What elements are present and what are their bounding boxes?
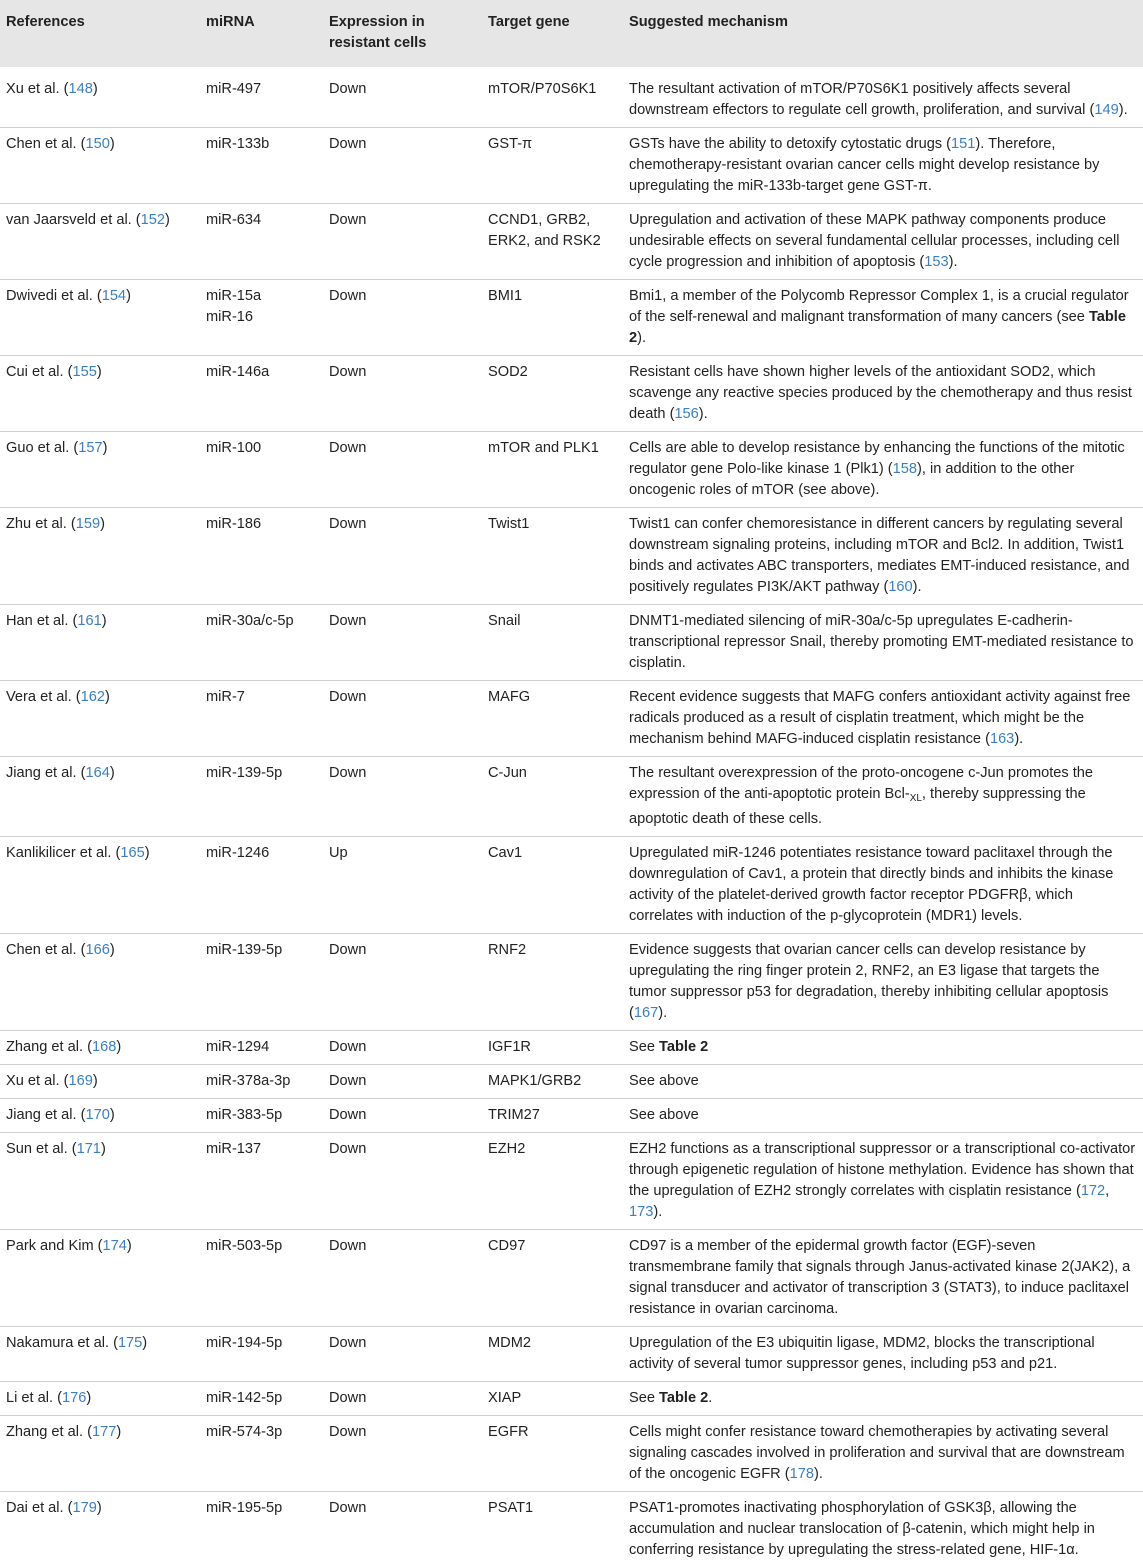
expression-cell: Down	[327, 1416, 486, 1492]
reference-close: )	[110, 765, 115, 781]
reference-link[interactable]: 162	[81, 689, 105, 705]
table-row	[0, 934, 1143, 1031]
mirna-cell	[204, 1133, 327, 1230]
reference-link[interactable]: 178	[790, 1466, 814, 1482]
reference-link[interactable]: 177	[92, 1424, 116, 1440]
mirna-cell	[204, 1492, 327, 1567]
reference-cell	[0, 934, 204, 1031]
mirna-name: miR-137	[206, 1141, 261, 1157]
mirna-cell	[204, 508, 327, 605]
reference-link[interactable]: 160	[888, 579, 912, 595]
reference-link[interactable]: 161	[77, 613, 101, 629]
mechanism-cell: See Table 2.	[627, 1382, 1143, 1416]
table-row	[0, 1416, 1143, 1492]
reference-close: )	[100, 516, 105, 532]
reference-link[interactable]: 171	[77, 1141, 101, 1157]
mirna-name: miR-139-5p	[206, 765, 282, 781]
expression-cell: Down	[327, 432, 486, 508]
target-gene-cell: Snail	[486, 605, 627, 681]
mirna-cell	[204, 934, 327, 1031]
expression-cell: Down	[327, 1133, 486, 1230]
reference-cell	[0, 128, 204, 204]
reference-author: Nakamura et al. (	[6, 1335, 118, 1351]
mirna-cell	[204, 1382, 327, 1416]
reference-author: Li et al. (	[6, 1390, 62, 1406]
reference-author: Guo et al. (	[6, 440, 78, 456]
expression-cell: Down	[327, 1031, 486, 1065]
expression-cell: Down	[327, 356, 486, 432]
table-row	[0, 356, 1143, 432]
reference-author: Jiang et al. (	[6, 765, 86, 781]
reference-close: )	[97, 364, 102, 380]
reference-cell	[0, 1230, 204, 1327]
mirna-cell	[204, 128, 327, 204]
mechanism-cell: PSAT1-promotes inactivating phosphorylation of GSK3β, allowing the accumulation and nuclear translocation of β-catenin, which might help in conferring resistance by upregulating the stress-related gene, HIF-1α.	[627, 1492, 1143, 1567]
reference-author: Vera et al. (	[6, 689, 81, 705]
mirna-name: miR-497	[206, 81, 261, 97]
mirna-cell	[204, 1416, 327, 1492]
reference-close: )	[165, 212, 170, 228]
expression-cell: Down	[327, 1065, 486, 1099]
target-gene-cell: Twist1	[486, 508, 627, 605]
expression-cell: Down	[327, 1492, 486, 1567]
expression-cell: Down	[327, 1230, 486, 1327]
expression-cell: Down	[327, 1382, 486, 1416]
table-row	[0, 1382, 1143, 1416]
reference-link[interactable]: 150	[86, 136, 110, 152]
mirna-cell	[204, 280, 327, 356]
reference-author: Cui et al. (	[6, 364, 73, 380]
table-row	[0, 605, 1143, 681]
mirna-name: miR-146a	[206, 364, 269, 380]
reference-link[interactable]: 154	[102, 288, 126, 304]
mirna-name: miR-133b	[206, 136, 269, 152]
mirna-cell	[204, 837, 327, 934]
reference-cell	[0, 757, 204, 837]
table-row	[0, 128, 1143, 204]
expression-cell: Up	[327, 837, 486, 934]
reference-author: Kanlikilicer et al. (	[6, 845, 120, 861]
table-row	[0, 508, 1143, 605]
header-mirna: miRNA	[204, 0, 327, 67]
target-gene-cell: PSAT1	[486, 1492, 627, 1567]
target-gene-cell: EZH2	[486, 1133, 627, 1230]
mirna-name: miR-195-5p	[206, 1500, 282, 1516]
reference-cell	[0, 605, 204, 681]
reference-author: Zhu et al. (	[6, 516, 76, 532]
mirna-name: miR-574-3p	[206, 1424, 282, 1440]
reference-link[interactable]: 152	[141, 212, 165, 228]
target-gene-cell: GST-π	[486, 128, 627, 204]
reference-author: Xu et al. (	[6, 81, 68, 97]
header-mechanism: Suggested mechanism	[627, 0, 1143, 67]
reference-link[interactable]: 175	[118, 1335, 142, 1351]
reference-close: )	[110, 1107, 115, 1123]
reference-link[interactable]: 163	[990, 731, 1014, 747]
target-gene-cell: MAPK1/GRB2	[486, 1065, 627, 1099]
reference-close: )	[126, 288, 131, 304]
reference-link[interactable]: 153	[924, 254, 948, 270]
reference-author: Zhang et al. (	[6, 1039, 92, 1055]
reference-author: Chen et al. (	[6, 136, 86, 152]
mirna-name: miR-139-5p	[206, 942, 282, 958]
mechanism-cell: Upregulation of the E3 ubiquitin ligase, MDM2, blocks the transcriptional activity of several tumor suppressor genes, including p53 and p21.	[627, 1327, 1143, 1382]
table-row	[0, 204, 1143, 280]
header-expression: Expression in resistant cells	[327, 0, 486, 67]
mirna-cell	[204, 204, 327, 280]
mirna-name: miR-1246	[206, 845, 269, 861]
mechanism-cell: Upregulated miR-1246 potentiates resistance toward paclitaxel through the downregulation of Cav1, a protein that directly binds and inhibits the kinase activity of the platelet-derived growth factor receptor PDGFRβ, which correlates with induction of the p-glycoprotein (MDR1) levels.	[627, 837, 1143, 934]
table-row	[0, 681, 1143, 757]
mechanism-cell: EZH2 functions as a transcriptional suppressor or a transcriptional co-activator through epigenetic regulation of histone methylation. Evidence has shown that the upregulation of EZH2 strongly correlates with cisplatin resistance (172, 173).	[627, 1133, 1143, 1230]
target-gene-cell: mTOR/P70S6K1	[486, 67, 627, 128]
table-row	[0, 757, 1143, 837]
reference-author: Sun et al. (	[6, 1141, 77, 1157]
table-row	[0, 1031, 1143, 1065]
target-gene-cell: XIAP	[486, 1382, 627, 1416]
mechanism-cell: Cells might confer resistance toward chemotherapies by activating several signaling cascades involved in proliferation and survival that are downstream of the oncogenic EGFR (178).	[627, 1416, 1143, 1492]
reference-cell	[0, 1382, 204, 1416]
reference-link[interactable]: 158	[893, 461, 917, 477]
reference-author: Park and Kim (	[6, 1238, 103, 1254]
reference-cell	[0, 280, 204, 356]
expression-cell: Down	[327, 508, 486, 605]
table-row	[0, 1133, 1143, 1230]
expression-cell: Down	[327, 605, 486, 681]
reference-close: )	[86, 1390, 91, 1406]
reference-link[interactable]: 176	[62, 1390, 86, 1406]
mirna-name: miR-378a-3p	[206, 1073, 290, 1089]
table-reference[interactable]: Table 2	[629, 309, 1126, 346]
mechanism-cell: Evidence suggests that ovarian cancer cells can develop resistance by upregulating the ring finger protein 2, RNF2, an E3 ligase that targets the tumor suppressor p53 for degradation, thereby inhibiting cellular apoptosis (167).	[627, 934, 1143, 1031]
mirna-cell	[204, 67, 327, 128]
reference-cell	[0, 1133, 204, 1230]
reference-author: Jiang et al. (	[6, 1107, 86, 1123]
expression-cell: Down	[327, 1099, 486, 1133]
target-gene-cell: IGF1R	[486, 1031, 627, 1065]
reference-link[interactable]: 148	[68, 81, 92, 97]
reference-close: )	[103, 440, 108, 456]
reference-link[interactable]: 170	[86, 1107, 110, 1123]
mechanism-cell: Upregulation and activation of these MAPK pathway components produce undesirable effects on several fundamental cellular processes, including cell cycle progression and inhibition of apoptosis (153).	[627, 204, 1143, 280]
mechanism-cell: Resistant cells have shown higher levels of the antioxidant SOD2, which scavenge any reactive species produced by the chemotherapy and thus resist death (156).	[627, 356, 1143, 432]
reference-cell	[0, 1416, 204, 1492]
mirna-cell	[204, 1065, 327, 1099]
reference-link[interactable]: 169	[68, 1073, 92, 1089]
mirna-name: miR-7	[206, 689, 245, 705]
expression-cell: Down	[327, 681, 486, 757]
reference-close: )	[110, 136, 115, 152]
table-row	[0, 67, 1143, 128]
reference-link[interactable]: 157	[78, 440, 102, 456]
mirna-name: miR-30a/c-5p	[206, 613, 294, 629]
reference-close: )	[105, 689, 110, 705]
expression-cell: Down	[327, 757, 486, 837]
reference-close: )	[93, 81, 98, 97]
target-gene-cell: CCND1, GRB2, ERK2, and RSK2	[486, 204, 627, 280]
reference-link[interactable]: 149	[1094, 102, 1118, 118]
subscript: XL	[910, 793, 922, 804]
reference-author: van Jaarsveld et al. (	[6, 212, 141, 228]
expression-cell: Down	[327, 1327, 486, 1382]
reference-cell	[0, 1099, 204, 1133]
table-header-row	[0, 0, 1143, 67]
mirna-cell	[204, 1327, 327, 1382]
reference-cell	[0, 67, 204, 128]
header-target-gene: Target gene	[486, 0, 627, 67]
mirna-name: miR-100	[206, 440, 261, 456]
mirna-name: miR-142-5p	[206, 1390, 282, 1406]
expression-cell: Down	[327, 280, 486, 356]
reference-cell	[0, 432, 204, 508]
mechanism-cell: The resultant overexpression of the proto-oncogene c-Jun promotes the expression of the anti-apoptotic protein Bcl-$_{XL}$, thereby suppressing the apoptotic death of these cells.	[627, 757, 1143, 837]
reference-close: )	[93, 1073, 98, 1089]
target-gene-cell: Cav1	[486, 837, 627, 934]
reference-link[interactable]: 159	[76, 516, 100, 532]
mechanism-cell: Bmi1, a member of the Polycomb Repressor Complex 1, is a crucial regulator of the self-renewal and malignant transformation of many cancers (see Table 2).	[627, 280, 1143, 356]
reference-link[interactable]: 166	[86, 942, 110, 958]
mirna-cell	[204, 757, 327, 837]
table-reference[interactable]: Table 2	[659, 1039, 708, 1055]
reference-link[interactable]: 174	[103, 1238, 127, 1254]
mechanism-cell: DNMT1-mediated silencing of miR-30a/c-5p upregulates E-cadherin-transcriptional repressor Snail, thereby promoting EMT-mediated resistance to cisplatin.	[627, 605, 1143, 681]
mirna-cell	[204, 356, 327, 432]
reference-link[interactable]: 156	[674, 406, 698, 422]
mirna-cell	[204, 1099, 327, 1133]
mirna-name: miR-1294	[206, 1039, 269, 1055]
reference-author: Han et al. (	[6, 613, 77, 629]
mirna-cell	[204, 432, 327, 508]
mirna-cell	[204, 1230, 327, 1327]
mirna-cell	[204, 1031, 327, 1065]
reference-close: )	[110, 942, 115, 958]
reference-close: )	[142, 1335, 147, 1351]
reference-close: )	[116, 1424, 121, 1440]
table-row	[0, 1492, 1143, 1567]
mirna-cell	[204, 681, 327, 757]
reference-close: )	[97, 1500, 102, 1516]
target-gene-cell: mTOR and PLK1	[486, 432, 627, 508]
mechanism-cell: The resultant activation of mTOR/P70S6K1 positively affects several downstream effectors to regulate cell growth, proliferation, and survival (149).	[627, 67, 1143, 128]
target-gene-cell: MDM2	[486, 1327, 627, 1382]
reference-cell	[0, 356, 204, 432]
reference-link[interactable]: 164	[86, 765, 110, 781]
mirna-name: miR-186	[206, 516, 261, 532]
reference-cell	[0, 508, 204, 605]
mechanism-cell: Cells are able to develop resistance by enhancing the functions of the mitotic regulator gene Polo-like kinase 1 (Plk1) (158), in addition to the other oncogenic roles of mTOR (see above).	[627, 432, 1143, 508]
reference-close: )	[101, 1141, 106, 1157]
table-row	[0, 1327, 1143, 1382]
mirna-name: miR-634	[206, 212, 261, 228]
reference-author: Chen et al. (	[6, 942, 86, 958]
table-row	[0, 1230, 1143, 1327]
table-row	[0, 432, 1143, 508]
expression-cell: Down	[327, 934, 486, 1031]
expression-cell: Down	[327, 204, 486, 280]
reference-author: Xu et al. (	[6, 1073, 68, 1089]
reference-close: )	[102, 613, 107, 629]
mirna-cell	[204, 605, 327, 681]
table-row	[0, 280, 1143, 356]
target-gene-cell: MAFG	[486, 681, 627, 757]
reference-author: Dai et al. (	[6, 1500, 73, 1516]
reference-link[interactable]: 151	[951, 136, 975, 152]
target-gene-cell: TRIM27	[486, 1099, 627, 1133]
mechanism-cell: CD97 is a member of the epidermal growth factor (EGF)-seven transmembrane family that signals through Janus-activated kinase 2(JAK2), a signal transducer and activator of transcription 3 (STAT3), to induce paclitaxel resistance in ovarian carcinoma.	[627, 1230, 1143, 1327]
mechanism-cell: GSTs have the ability to detoxify cytostatic drugs (151). Therefore, chemotherapy-resistant ovarian cancer cells might develop resistance by upregulating the miR-133b-target gene GST-π.	[627, 128, 1143, 204]
reference-author: Zhang et al. (	[6, 1424, 92, 1440]
table-row	[0, 837, 1143, 934]
header-references: References	[0, 0, 204, 67]
target-gene-cell: CD97	[486, 1230, 627, 1327]
reference-close: )	[116, 1039, 121, 1055]
mirna-name: miR-194-5p	[206, 1335, 282, 1351]
expression-cell: Down	[327, 128, 486, 204]
reference-link[interactable]: 173	[629, 1204, 653, 1220]
reference-cell	[0, 1031, 204, 1065]
reference-cell	[0, 204, 204, 280]
mechanism-cell: See above	[627, 1099, 1143, 1133]
target-gene-cell: BMI1	[486, 280, 627, 356]
table-reference[interactable]: Table 2	[659, 1390, 708, 1406]
mirna-name: miR-503-5p	[206, 1238, 282, 1254]
mirna-name: miR-16	[206, 309, 253, 325]
reference-close: )	[127, 1238, 132, 1254]
reference-author: Dwivedi et al. (	[6, 288, 102, 304]
reference-link[interactable]: 179	[73, 1500, 97, 1516]
target-gene-cell: EGFR	[486, 1416, 627, 1492]
mechanism-cell: Recent evidence suggests that MAFG confers antioxidant activity against free radicals produced as a result of cisplatin treatment, which might be the mechanism behind MAFG-induced cisplatin resistance (163).	[627, 681, 1143, 757]
mirna-name: miR-15a	[206, 288, 261, 304]
reference-link[interactable]: 167	[634, 1005, 658, 1021]
reference-link[interactable]: 155	[73, 364, 97, 380]
mechanism-cell: See above	[627, 1065, 1143, 1099]
mechanism-cell: See Table 2	[627, 1031, 1143, 1065]
reference-link[interactable]: 168	[92, 1039, 116, 1055]
table-row	[0, 1099, 1143, 1133]
target-gene-cell: RNF2	[486, 934, 627, 1031]
reference-link[interactable]: 172	[1081, 1183, 1105, 1199]
reference-cell	[0, 837, 204, 934]
expression-cell: Down	[327, 67, 486, 128]
target-gene-cell: SOD2	[486, 356, 627, 432]
reference-cell	[0, 1065, 204, 1099]
reference-cell	[0, 1327, 204, 1382]
reference-link[interactable]: 165	[120, 845, 144, 861]
reference-cell	[0, 681, 204, 757]
reference-cell	[0, 1492, 204, 1567]
table-row	[0, 1065, 1143, 1099]
target-gene-cell: C-Jun	[486, 757, 627, 837]
mirna-name: miR-383-5p	[206, 1107, 282, 1123]
reference-close: )	[145, 845, 150, 861]
mechanism-cell: Twist1 can confer chemoresistance in different cancers by regulating several downstream signaling proteins, including mTOR and Bcl2. In addition, Twist1 binds and activates ABC transporters, mediates EMT-induced resistance, and positively regulates PI3K/AKT pathway (160).	[627, 508, 1143, 605]
